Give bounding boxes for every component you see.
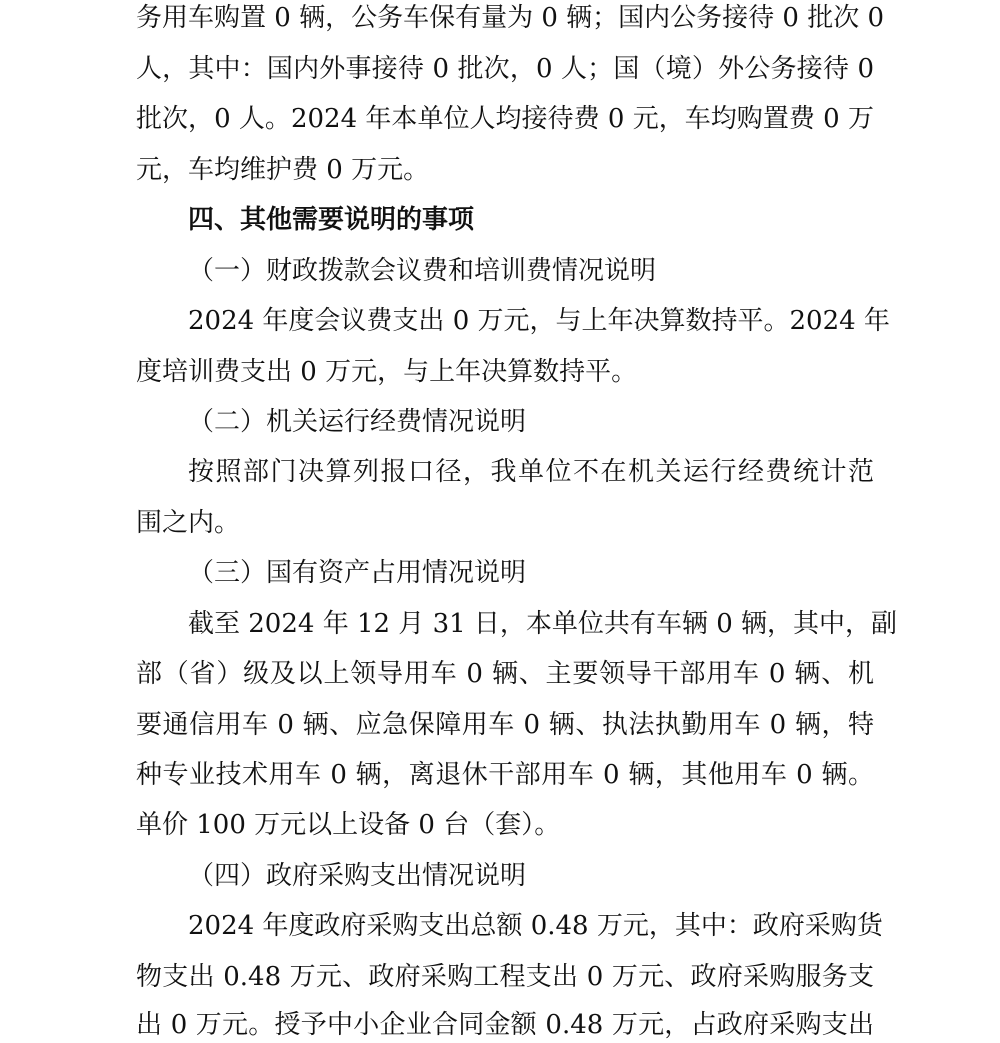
- paragraph-line: 围之内。: [136, 508, 241, 538]
- paragraph-line: 批次，0 人。2024 年本单位人均接待费 0 元，车均购置费 0 万: [136, 104, 874, 134]
- paragraph-line: 部（省）级及以上领导用车 0 辆、主要领导干部用车 0 辆、机: [136, 659, 874, 689]
- paragraph-line: 2024 年度政府采购支出总额 0.48 万元，其中：政府采购货: [188, 911, 883, 941]
- subheading: （一）财政拨款会议费和培训费情况说明: [188, 256, 657, 286]
- subheading: （四）政府采购支出情况说明: [188, 861, 527, 891]
- paragraph-line: 按照部门决算列报口径，我单位不在机关运行经费统计范: [188, 457, 874, 487]
- subheading: （二）机关运行经费情况说明: [188, 407, 527, 437]
- paragraph-line: 单价 100 万元以上设备 0 台（套）。: [136, 810, 561, 840]
- section-heading: 四、其他需要说明的事项: [188, 205, 475, 235]
- paragraph-line: 度培训费支出 0 万元，与上年决算数持平。: [136, 357, 638, 387]
- subheading: （三）国有资产占用情况说明: [188, 558, 527, 588]
- paragraph-line: 人，其中：国内外事接待 0 批次，0 人；国（境）外公务接待 0: [136, 54, 874, 84]
- paragraph-line: 出 0 万元。授予中小企业合同金额 0.48 万元，占政府采购支出: [136, 1010, 874, 1040]
- paragraph-line: 物支出 0.48 万元、政府采购工程支出 0 万元、政府采购服务支: [136, 962, 874, 992]
- paragraph-line: 务用车购置 0 辆，公务车保有量为 0 辆；国内公务接待 0 批次 0: [136, 3, 885, 33]
- paragraph-line: 2024 年度会议费支出 0 万元，与上年决算数持平。2024 年: [188, 306, 890, 336]
- paragraph-line: 要通信用车 0 辆、应急保障用车 0 辆、执法执勤用车 0 辆，特: [136, 710, 874, 740]
- paragraph-line: 种专业技术用车 0 辆，离退休干部用车 0 辆，其他用车 0 辆。: [136, 760, 874, 790]
- paragraph-line: 截至 2024 年 12 月 31 日，本单位共有车辆 0 辆，其中，副: [188, 609, 897, 639]
- paragraph-line: 元，车均维护费 0 万元。: [136, 155, 430, 185]
